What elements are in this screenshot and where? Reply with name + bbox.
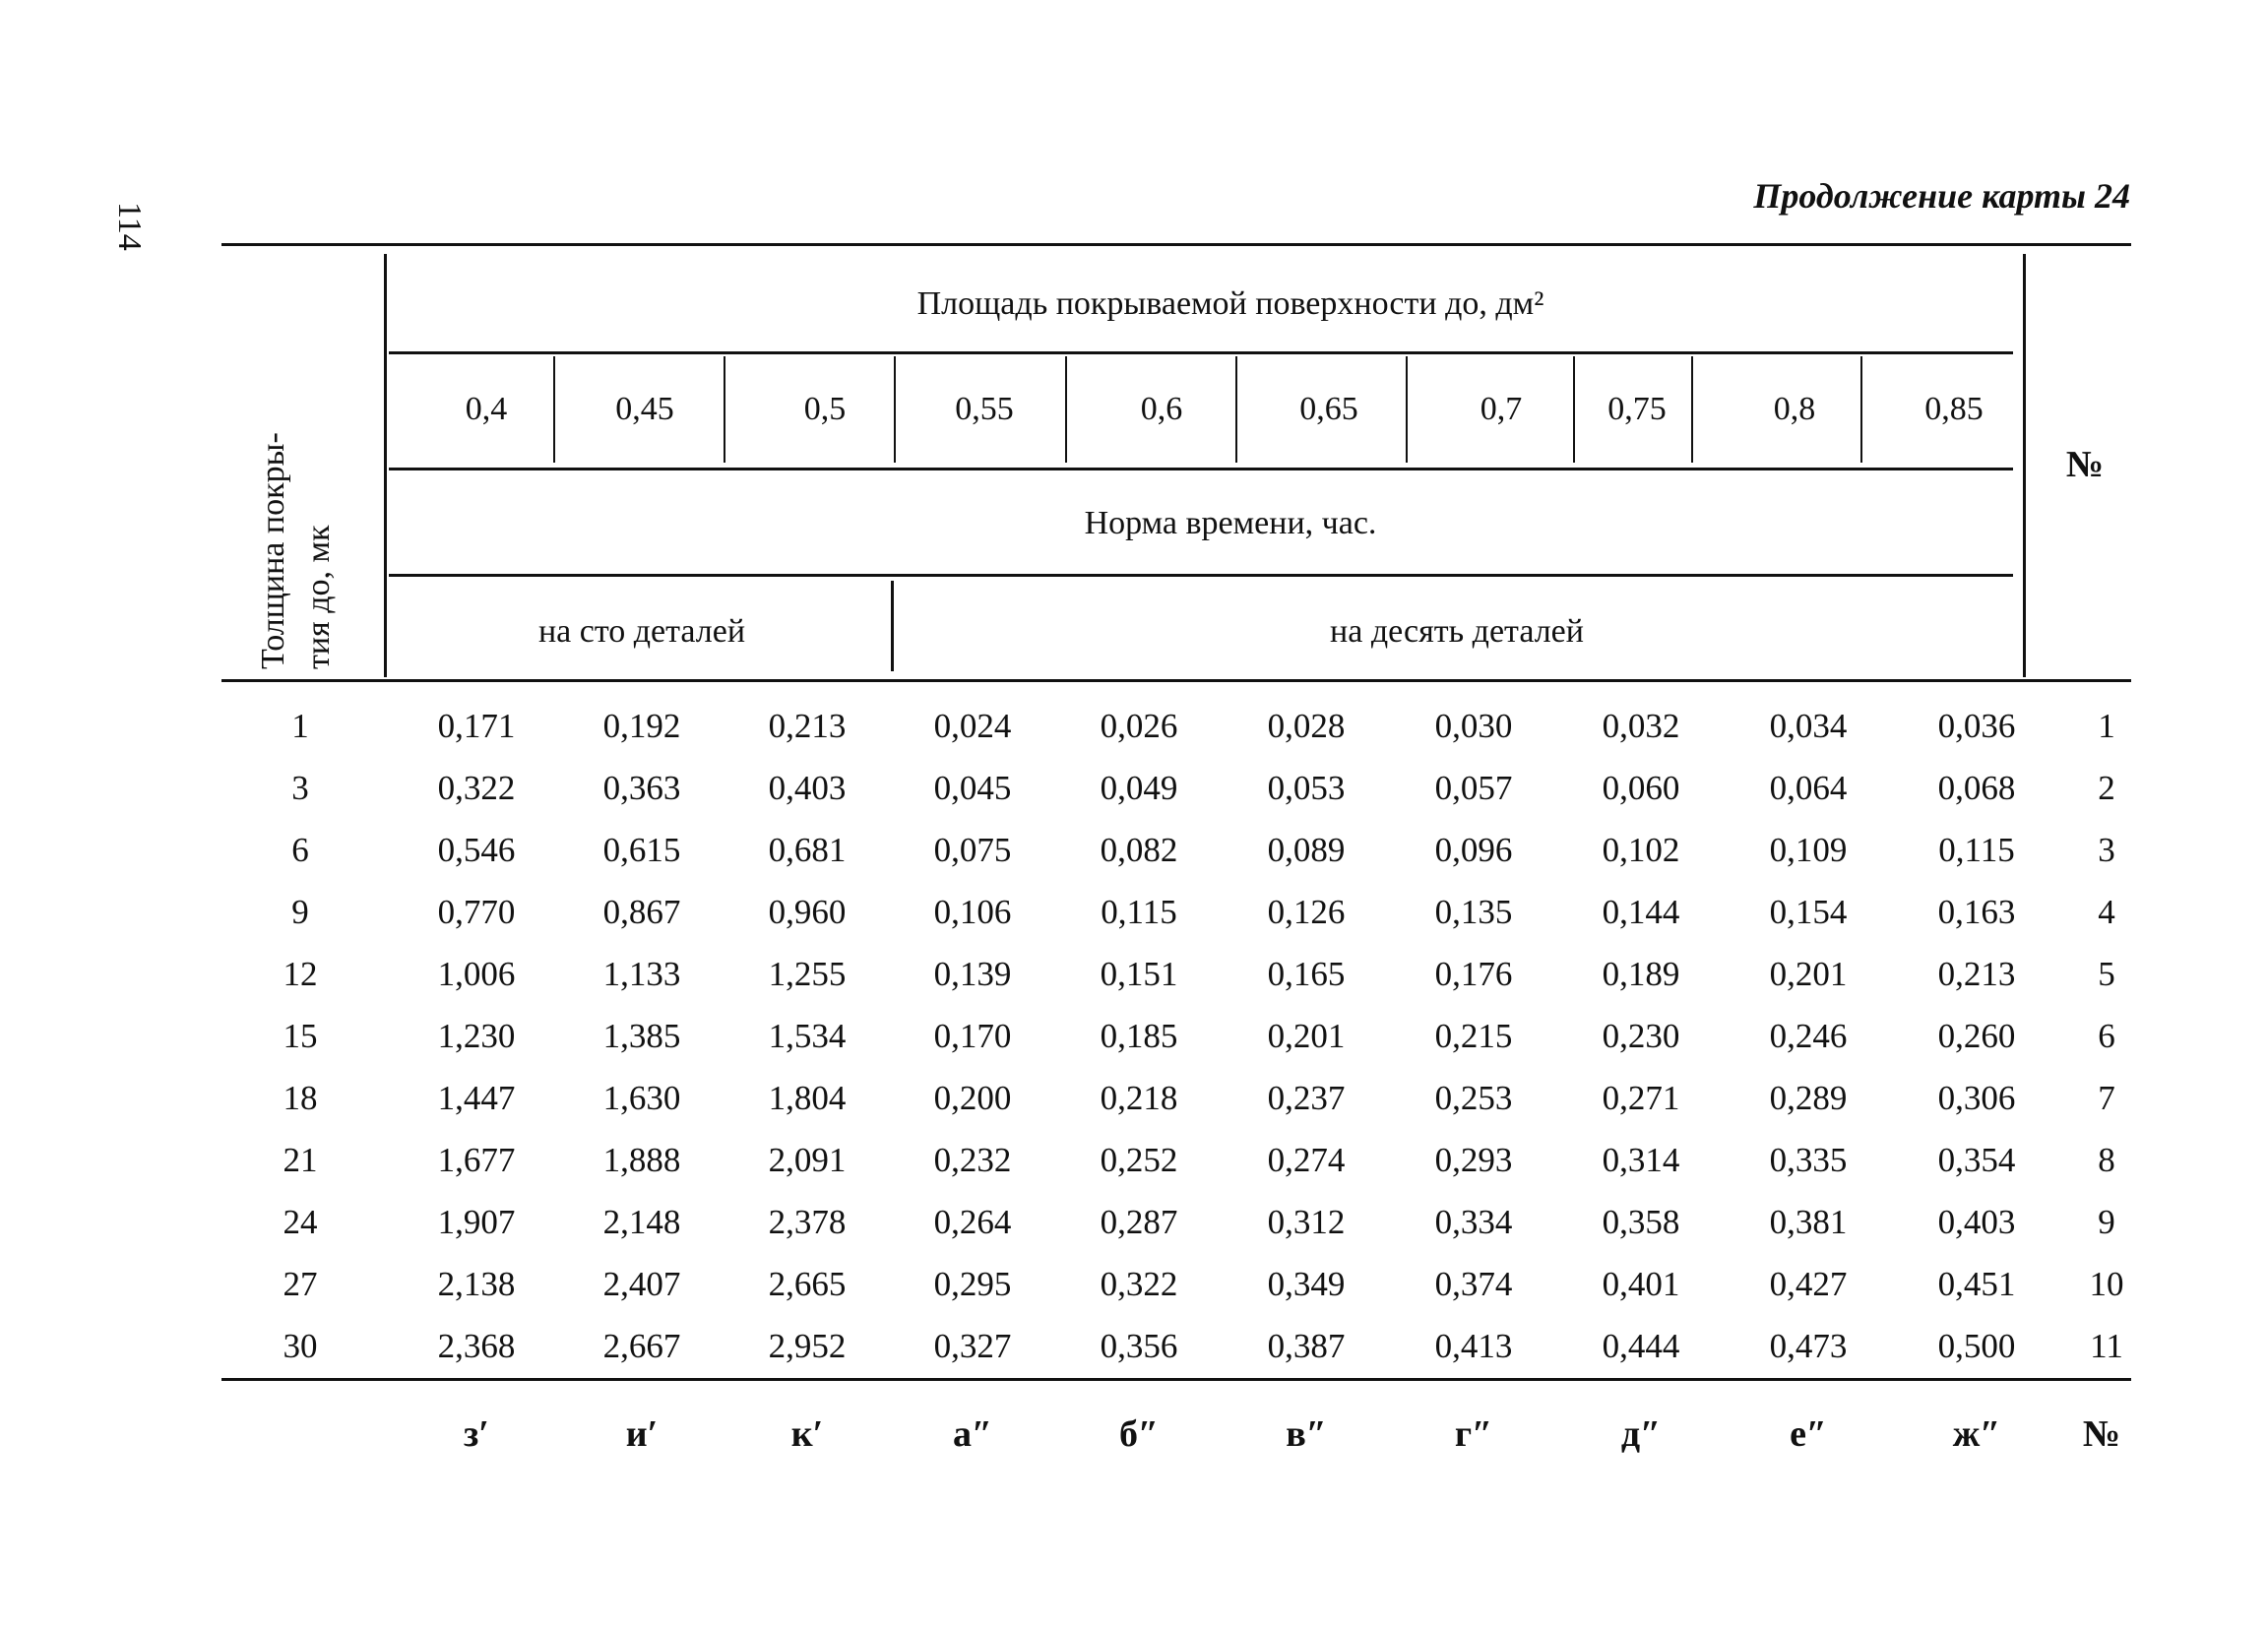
thickness-cell: 24: [283, 1203, 318, 1241]
table-bottom-rule: [221, 1378, 2131, 1381]
time-norm-cell: 0,082: [1100, 831, 1178, 869]
time-norm-cell: 0,144: [1602, 893, 1680, 931]
time-norm-cell: 0,253: [1434, 1079, 1513, 1117]
time-norm-cell: 0,060: [1602, 769, 1680, 807]
area-value: 0,8: [1773, 391, 1816, 427]
column-letter-label: а″: [953, 1413, 992, 1455]
time-norm-cell: 1,230: [437, 1017, 516, 1055]
per-hundred-divider: [891, 581, 894, 671]
time-norm-cell: 0,215: [1434, 1017, 1513, 1055]
time-norm-cell: 2,667: [602, 1327, 681, 1365]
row-number-cell: 10: [2089, 1265, 2124, 1303]
continuation-title: Продолжение карты 24: [1753, 176, 2130, 216]
row-number-cell: 8: [2098, 1141, 2115, 1179]
area-value: 0,65: [1299, 391, 1358, 427]
time-norm-cell: 0,381: [1769, 1203, 1848, 1241]
time-norm-cell: 2,665: [768, 1265, 847, 1303]
time-norm-cell: 0,327: [933, 1327, 1012, 1365]
time-norm-cell: 0,867: [602, 893, 681, 931]
time-norm-cell: 0,170: [933, 1017, 1012, 1055]
time-norm-cell: 0,271: [1602, 1079, 1680, 1117]
area-value: 0,7: [1480, 391, 1523, 427]
column-letter-label: и′: [625, 1413, 659, 1455]
time-norm-cell: 0,306: [1937, 1079, 2016, 1117]
time-norm-cell: 0,322: [1100, 1265, 1178, 1303]
row-number-cell: 5: [2098, 955, 2115, 993]
per-ten-header: на десять деталей: [1330, 613, 1584, 650]
time-norm-cell: 0,026: [1100, 707, 1178, 745]
time-norm-cell: 0,232: [933, 1141, 1012, 1179]
thickness-cell: 18: [283, 1079, 318, 1117]
time-norm-cell: 0,213: [1937, 955, 2016, 993]
thickness-cell: 27: [283, 1265, 318, 1303]
time-norm-cell: 2,952: [768, 1327, 847, 1365]
time-norm-cell: 0,615: [602, 831, 681, 869]
area-value: 0,75: [1607, 391, 1667, 427]
time-norm-cell: 0,151: [1100, 955, 1178, 993]
time-norm-cell: 0,960: [768, 893, 847, 931]
row-number-cell: 7: [2098, 1079, 2115, 1117]
row-number-cell: 3: [2098, 831, 2115, 869]
time-norm-cell: 1,534: [768, 1017, 847, 1055]
time-norm-cell: 0,546: [437, 831, 516, 869]
time-norm-cell: 0,293: [1434, 1141, 1513, 1179]
thickness-cell: 12: [283, 955, 318, 993]
left-header-divider: [384, 254, 387, 677]
time-norm-cell: 0,252: [1100, 1141, 1178, 1179]
time-norm-cell: 0,314: [1602, 1141, 1680, 1179]
time-norm-cell: 0,230: [1602, 1017, 1680, 1055]
time-norm-cell: 0,049: [1100, 769, 1178, 807]
time-norm-cell: 1,447: [437, 1079, 516, 1117]
time-norm-cell: 0,358: [1602, 1203, 1680, 1241]
page-number: 114: [111, 202, 148, 251]
time-norm-cell: 0,200: [933, 1079, 1012, 1117]
column-letter-label: з′: [464, 1413, 489, 1455]
time-norm-cell: 0,126: [1267, 893, 1346, 931]
time-norm-cell: 0,349: [1267, 1265, 1346, 1303]
norm-row-rule: [389, 574, 2013, 577]
time-norm-cell: 0,500: [1937, 1327, 2016, 1365]
area-divider: [894, 356, 896, 463]
time-norm-cell: 1,006: [437, 955, 516, 993]
time-norm-cell: 0,115: [1938, 831, 2015, 869]
area-divider: [553, 356, 555, 463]
time-norm-cell: 1,133: [602, 955, 681, 993]
area-value: 0,5: [803, 391, 847, 427]
thickness-cell: 30: [283, 1327, 318, 1365]
area-divider: [1691, 356, 1693, 463]
area-value: 0,55: [955, 391, 1014, 427]
thickness-column-header: [251, 394, 342, 669]
row-number-cell: 2: [2098, 769, 2115, 807]
time-norm-cell: 0,260: [1937, 1017, 2016, 1055]
time-norm-cell: 0,030: [1434, 707, 1513, 745]
thickness-cell: 6: [291, 831, 309, 869]
time-norm-cell: 0,057: [1434, 769, 1513, 807]
time-norm-cell: 0,427: [1769, 1265, 1848, 1303]
row-number-cell: 6: [2098, 1017, 2115, 1055]
time-norm-cell: 0,363: [602, 769, 681, 807]
time-norm-cell: 2,378: [768, 1203, 847, 1241]
time-norm-cell: 1,677: [437, 1141, 516, 1179]
time-norm-cell: 0,165: [1267, 955, 1346, 993]
time-norm-cell: 0,770: [437, 893, 516, 931]
time-norm-cell: 1,804: [768, 1079, 847, 1117]
time-norm-cell: 0,139: [933, 955, 1012, 993]
table-top-rule: [221, 243, 2131, 246]
time-norm-cell: 0,185: [1100, 1017, 1178, 1055]
thickness-cell: 1: [291, 707, 309, 745]
time-norm-cell: 0,201: [1769, 955, 1848, 993]
time-norm-cell: 0,312: [1267, 1203, 1346, 1241]
time-norm-cell: 0,089: [1267, 831, 1346, 869]
time-norm-cell: 0,403: [768, 769, 847, 807]
time-norm-cell: 0,053: [1267, 769, 1346, 807]
time-norm-cell: 0,163: [1937, 893, 2016, 931]
thickness-cell: 9: [291, 893, 309, 931]
time-norm-cell: 0,192: [602, 707, 681, 745]
thickness-cell: 15: [283, 1017, 318, 1055]
time-norm-cell: 0,068: [1937, 769, 2016, 807]
time-norm-cell: 0,109: [1769, 831, 1848, 869]
areas-row-rule: [389, 468, 2013, 470]
time-norm-cell: 0,246: [1769, 1017, 1848, 1055]
time-norm-cell: 2,138: [437, 1265, 516, 1303]
area-divider: [1573, 356, 1575, 463]
time-norm-cell: 0,356: [1100, 1327, 1178, 1365]
time-norm-cell: 0,213: [768, 707, 847, 745]
time-norm-cell: 1,630: [602, 1079, 681, 1117]
time-norm-cell: 0,036: [1937, 707, 2016, 745]
row-number-cell: 4: [2098, 893, 2115, 931]
time-norm-cell: 2,368: [437, 1327, 516, 1365]
time-norm-cell: 0,287: [1100, 1203, 1178, 1241]
time-norm-cell: 0,681: [768, 831, 847, 869]
time-norm-cell: 0,322: [437, 769, 516, 807]
thickness-cell: 3: [291, 769, 309, 807]
column-letter-label: к′: [790, 1413, 824, 1455]
column-letter-label: ж″: [1952, 1413, 2001, 1455]
area-value: 0,85: [1924, 391, 1984, 427]
time-norm-cell: 0,102: [1602, 831, 1680, 869]
time-norm-cell: 0,032: [1602, 707, 1680, 745]
time-norm-cell: 0,201: [1267, 1017, 1346, 1055]
time-norm-cell: 0,274: [1267, 1141, 1346, 1179]
number-column-header: №: [2065, 444, 2105, 485]
time-norm-cell: 0,106: [933, 893, 1012, 931]
time-norm-cell: 0,154: [1769, 893, 1848, 931]
time-norm-cell: 0,189: [1602, 955, 1680, 993]
area-divider: [1406, 356, 1408, 463]
time-norm-cell: 1,385: [602, 1017, 681, 1055]
time-norm-cell: 0,413: [1434, 1327, 1513, 1365]
time-norm-cell: 0,028: [1267, 707, 1346, 745]
norm-header: Норма времени, час.: [1084, 505, 1377, 541]
time-norm-cell: 0,335: [1769, 1141, 1848, 1179]
time-norm-cell: 0,387: [1267, 1327, 1346, 1365]
row-number-cell: 9: [2098, 1203, 2115, 1241]
time-norm-cell: 0,135: [1434, 893, 1513, 931]
column-letter-label: в″: [1286, 1413, 1327, 1455]
area-value: 0,45: [615, 391, 674, 427]
time-norm-cell: 1,255: [768, 955, 847, 993]
time-norm-cell: 0,218: [1100, 1079, 1178, 1117]
area-header: Площадь покрываемой поверхности до, дм²: [916, 285, 1544, 322]
header-bottom-rule: [221, 679, 2131, 682]
thickness-cell: 21: [283, 1141, 318, 1179]
column-letter-label: №: [2082, 1413, 2121, 1455]
time-norm-cell: 2,407: [602, 1265, 681, 1303]
time-norm-cell: 0,075: [933, 831, 1012, 869]
row-number-cell: 11: [2090, 1327, 2123, 1365]
row-number-cell: 1: [2098, 707, 2115, 745]
area-divider: [1235, 356, 1237, 463]
time-norm-cell: 0,354: [1937, 1141, 2016, 1179]
time-norm-cell: 0,401: [1602, 1265, 1680, 1303]
time-norm-cell: 0,289: [1769, 1079, 1848, 1117]
thickness-header-line1: Толщина покры-: [255, 432, 291, 669]
area-header-rule: [389, 351, 2013, 354]
time-norm-cell: 0,451: [1937, 1265, 2016, 1303]
column-letter-label: д″: [1620, 1413, 1662, 1455]
time-norm-cell: 0,034: [1769, 707, 1848, 745]
right-header-divider: [2023, 254, 2026, 677]
time-norm-cell: 0,374: [1434, 1265, 1513, 1303]
column-letter-label: б″: [1119, 1413, 1159, 1455]
time-norm-cell: 1,907: [437, 1203, 516, 1241]
area-divider: [1065, 356, 1067, 463]
per-hundred-header: на сто деталей: [537, 613, 746, 650]
time-norm-cell: 0,024: [933, 707, 1012, 745]
time-norm-cell: 0,264: [933, 1203, 1012, 1241]
area-value: 0,6: [1140, 391, 1183, 427]
time-norm-cell: 0,403: [1937, 1203, 2016, 1241]
area-divider: [724, 356, 725, 463]
time-norm-cell: 0,064: [1769, 769, 1848, 807]
time-norm-cell: 0,171: [437, 707, 516, 745]
time-norm-cell: 0,045: [933, 769, 1012, 807]
time-norm-cell: 0,334: [1434, 1203, 1513, 1241]
time-norm-cell: 0,295: [933, 1265, 1012, 1303]
time-norm-cell: 2,091: [768, 1141, 847, 1179]
time-norm-cell: 0,176: [1434, 955, 1513, 993]
area-divider: [1860, 356, 1862, 463]
time-norm-cell: 0,096: [1434, 831, 1513, 869]
time-norm-cell: 0,444: [1602, 1327, 1680, 1365]
column-letter-label: е″: [1790, 1413, 1827, 1455]
area-value: 0,4: [465, 391, 508, 427]
time-norm-cell: 1,888: [602, 1141, 681, 1179]
time-norm-cell: 0,473: [1769, 1327, 1848, 1365]
time-norm-cell: 0,237: [1267, 1079, 1346, 1117]
time-norm-cell: 0,115: [1101, 893, 1177, 931]
column-letter-label: г″: [1454, 1413, 1493, 1455]
time-norm-cell: 2,148: [602, 1203, 681, 1241]
thickness-header-line2: тия до, мк: [300, 525, 337, 669]
